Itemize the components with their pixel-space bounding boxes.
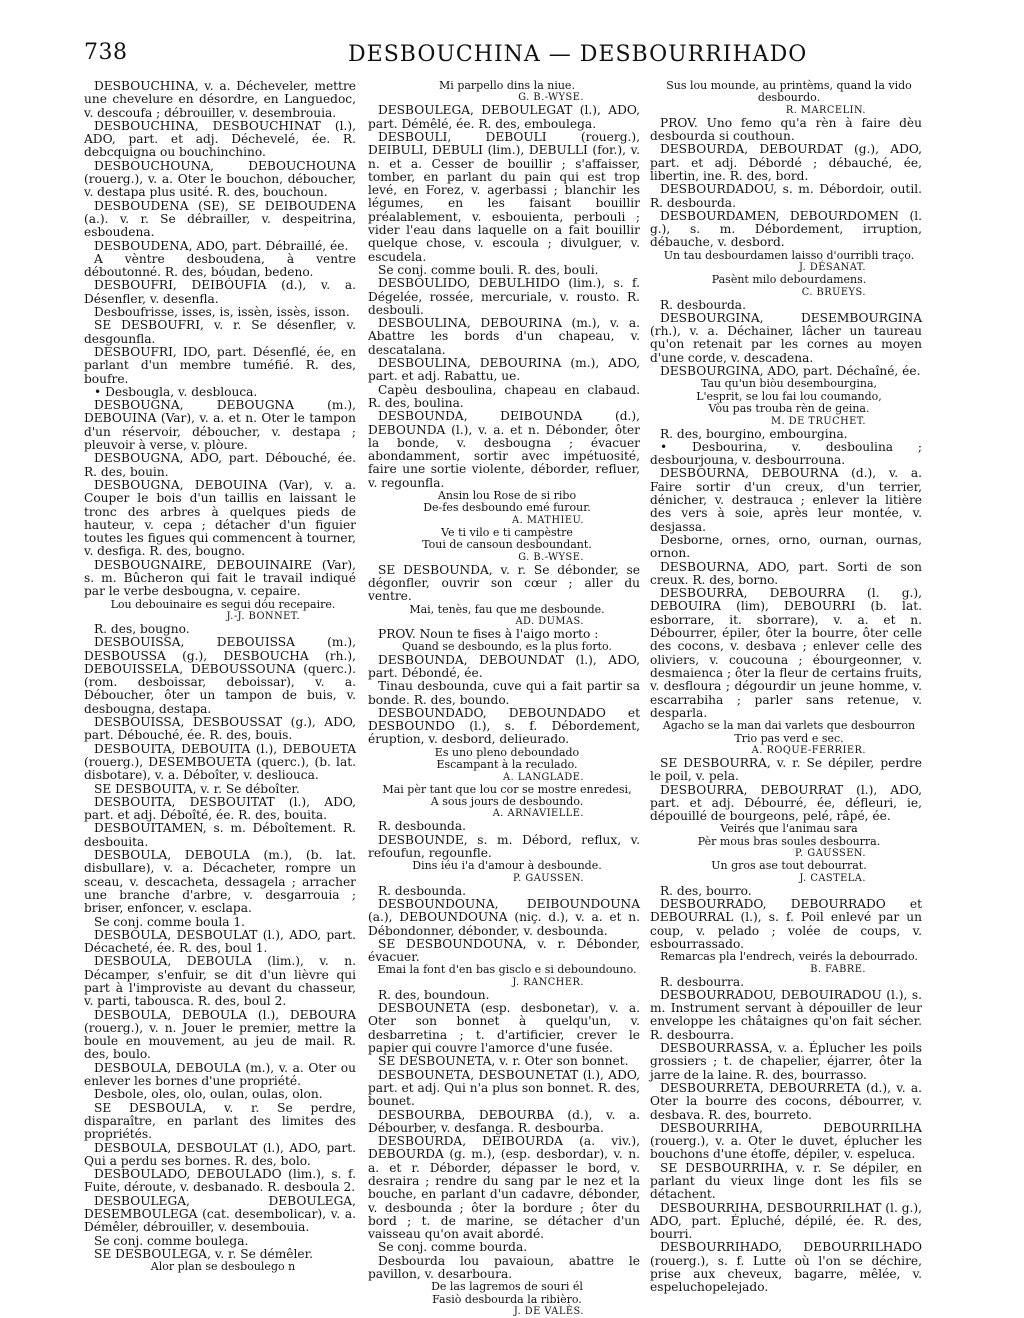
quotation-line: Dins iéu i'a d'amour à desbounde. [412, 859, 602, 873]
quotation-line: Emai la font d'en bas gisclo e si deboundouno. [377, 963, 637, 977]
dictionary-entry: DESBOURNA, ADO, part. Sorti de son creux. R. des, borno. [650, 559, 922, 587]
dictionary-entry: DESBOUNETA, DESBOUNETAT (l.), ADO, part. et adj. Qui n'a plus son bonnet. R. des, bounet. [368, 1067, 640, 1109]
dictionary-entry: SE DESBOUNDOUNA, v. r. Débonder, évacuer. [368, 936, 640, 965]
quotation-attribution: G. B.-WYSE. [518, 551, 584, 563]
dictionary-entry: DESBOULA, DESBOULAT (l.), ADO, part. Qui a perdu ses bornes. R. des, bolo. [84, 1140, 356, 1168]
quotation-line: Ve ti vilo e ti campèstre [441, 525, 573, 539]
dictionary-entry: DESBOURBA, DEBOURBA (d.), v. a. Débourber, v. desfanga. R. desbourba. [368, 1107, 640, 1135]
dictionary-entry: A vèntre desboudena, à ventre déboutonné. R. des, bóudan, bedeno. [84, 251, 356, 280]
dictionary-entry: DESBOUISSA, DESBOUSSAT (g.), ADO, part. Débouché, ée. R. des, bouis. [84, 715, 356, 743]
quotation-attribution: J. CASTELA. [799, 872, 866, 884]
dictionary-entry: SE DESBOULEGA, v. r. Se démêler. [94, 1246, 313, 1261]
dictionary-entry: DESBOULA, DEBOULA (l.), DEBOURA (rouerg.), v. n. Jouer le premier, mettre la boule en mouvement, au jeu de mail. R. des, boulo. [84, 1007, 356, 1062]
dictionary-entry: R. desbourra. [660, 974, 744, 989]
dictionary-entry: DESBOUDENA, ADO, part. Débraillé, ée. [94, 238, 349, 253]
quotation-line: Fasiò desbourda la ribièro. [432, 1292, 582, 1306]
dictionary-entry: DESBOUGNAIRE, DEBOUINAIRE (Var), s. m. Bûcheron qui fait le travail indiqué par le verbe desbougna, v. cepaire. [84, 557, 356, 599]
dictionary-entry: • Desbougla, v. desblouca. [94, 384, 258, 399]
quotation-line: Veirés que l'animau sara [720, 822, 858, 836]
dictionary-entry: DESBOULEGA, DEBOULEGAT (l.), ADO, part. Démêlé, ée. R. des, emboulega. [368, 103, 640, 131]
dictionary-entry: DESBOULINA, DEBOURINA (m.), ADO, part. et adj. Rabattu, ue. [368, 356, 640, 384]
quotation-line: Es uno pleno deboundado [434, 745, 580, 759]
quotation-attribution: C. BRUEYS. [801, 286, 866, 298]
dictionary-entry: DESBOUNDE, s. m. Débord, reflux, v. refoufun, regounfle. [368, 832, 640, 860]
dictionary-entry: Desborne, ornes, orno, ournan, ournas, ornon. [650, 532, 922, 561]
dictionary-entry: DESBOURRA, DEBOURRA (l. g.), DEBOUIRA (lim), DEBOURRI (b. lat. esborrare, it. sborrare), v. a. et n. Débourrer, épiler, ôter la bourre, ôter celle des cocons, v. desbava ; enlever celle des oliviers, v. coucouna ; ébourgeonner, v. desmaienca ; ôter la fleur de certains fruits, v. desfloura ; dégourdir un jeune homme, v. escarrabiha ; parler sans retenue, v. desparla. [650, 586, 922, 720]
quotation-attribution: J. DE VALÈS. [513, 1306, 584, 1318]
dictionary-entry: DESBOULA, DEBOULA (m.), (b. lat. disbullare), v. a. Décacheter, rompre un sceau, v. descacheta, dessagela ; arracher une branche d'arbre, v. desgarrouia ; briser, enfoncer, v. esclapa. [84, 848, 356, 916]
quotation-attribution: M. DE TRUCHET. [771, 415, 866, 427]
dictionary-entry: DESBOUGNA, ADO, part. Débouché, ée. R. des, bouin. [84, 451, 356, 479]
quotation-line: Remarcas pla l'endrech, veirés la debourrado. [660, 950, 918, 964]
dictionary-entry: R. des, bourro. [660, 883, 752, 898]
dictionary-entry: DESBOUNDADO, DEBOUNDADO et DESBOUNDO (l.), s. f. Débordement, éruption, v. desbord, delieurado. [368, 705, 640, 747]
dictionary-entry: Desbole, oles, olo, oulan, oulas, olon. [94, 1087, 323, 1102]
quotation-attribution: P. GAUSSEN. [513, 872, 584, 884]
column-3 [650, 79, 923, 1295]
quotation-attribution: P. GAUSSEN. [795, 848, 866, 860]
quotation-line: Escampant à la reculado. [436, 758, 578, 772]
quotation-line: Alor plan se desboulego n [150, 1260, 296, 1274]
dictionary-entry: R. desbounda. [378, 883, 466, 898]
dictionary-entry: DESBOULA, DEBOULA (m.), v. a. Oter ou enlever les bornes d'une propriété. [84, 1060, 356, 1089]
dictionary-entry: DESBOUGNA, DEBOUGNA (m.), DEBOUINA (Var), v. a. et n. Oter le tampon d'un réservoir, déboucher, v. destapa ; pleuvoir à verse, v. plòure. [84, 398, 356, 453]
dictionary-entry: DESBOUISSA, DEBOUISSA (m.), DESBOUSSA (g.), DESBOUCHA (rh.), DEBOUISSELA, DEBOUSSOUNA (querc.). (rom. desboissar, deboissar), v. a. Déboucher, ôter un tampon de buis, v. desbougna, destapa. [84, 635, 356, 716]
dictionary-entry: Capèu desboulina, chapeau en clabaud. R. des, boulina. [368, 382, 640, 410]
dictionary-entry: DESBOULA, DESBOULAT (l.), ADO, part. Décacheté, ée. R. des, boul 1. [84, 927, 356, 956]
dictionary-entry: SE DESBOULA, v. r. Se perdre, disparaître, en parlant des limites des propriétés. [84, 1100, 356, 1142]
dictionary-entry: SE DESBOUNDA, v. r. Se débonder, se dégonfler, ouvrir son cœur ; aller du ventre. [368, 562, 640, 604]
dictionary-entry: DESBOURDA, DEIBOURDA (a. viv.), DEBOURDA (g. m.), (esp. desbordar), v. n. a. et r. Déborder, dépasser le bord, v. desraira ; rendre du sang par le nez et la bouche, en parlant d'un cadavre, débonder, v. desbounda ; ôter la bordure ; ôter du bord ; t. de marine, se détacher d'un vaisseau qu'on avait abordé. [368, 1134, 640, 1242]
dictionary-entry: Tinau desbounda, cuve qui a fait partir sa bonde. R. des, boundo. [368, 679, 640, 707]
dictionary-entry: Se conj. comme boula 1. [94, 914, 245, 929]
dictionary-entry: DESBOULA, DEBOULA (lim.), v. n. Décamper, s'enfuir, se dit d'un lièvre qui part à l'improviste au devant du chasseur, v. parti, tabousca. R. des, boul 2. [84, 954, 356, 1009]
dictionary-entry: PROV. Noun te fises à l'aigo morto : [378, 626, 599, 641]
quotation-line: Ansin lou Rose de si ribo [437, 489, 577, 503]
column-2 [368, 79, 640, 1318]
dictionary-entry: DESBOUCHINA, DESBOUCHINAT (l.), ADO, part. et adj. Déchevelé, ée. R. debcquigna ou bouchinchino. [84, 118, 356, 160]
dictionary-entry: DESBOURRIHADO, DEBOURRILHADO (rouerg.), s. f. Lutte où l'on se déchire, prise aux cheveux, bagarre, mêlée, v. espeluchopelejado. [650, 1240, 922, 1295]
quotation-attribution: A. LANGLADE. [503, 771, 584, 783]
dictionary-entry: SE DESBOUNETA, v. r. Oter son bonnet. [378, 1054, 629, 1069]
quotation-attribution: J. DÉSANAT. [798, 262, 866, 274]
dictionary-entry: DESBOUITA, DEBOUITA (l.), DEBOUETA (rouerg.), DESEMBOUETA (querc.), (b. lat. disbotare), v. a. Déboîter, v. desliouca. [84, 741, 356, 783]
dictionary-entry: DESBOULADO, DEBOULADO (lim.), s. f. Fuite, déroute, v. desbanado. R. desboula 2. [84, 1167, 356, 1195]
column-1 [84, 79, 356, 1274]
quotation-line: Pèr mous bras soules desbourra. [697, 834, 881, 848]
dictionary-entry: DESBOUNDOUNA, DEIBOUNDOUNA (a.), DEBOUNDOUNA (niç. d.), v. a. et n. Débondonner, débonder, v. desbounda. [368, 896, 640, 938]
dictionary-entry: DESBOUCHOUNA, DEBOUCHOUNA (rouerg.), v. a. Oter le bouchon, déboucher, v. destapa plus usité. R. des, bouchoun. [84, 158, 356, 200]
dictionary-entry: DESBOUGNA, DEBOUINA (Var), v. a. Couper le bois d'un taillis en laissant le tronc des arbres à quelques pieds de hauteur, v. cepa ; détacher d'un figuier toutes les figues qui commencent à tourner, v. desfiga. R. des, bougno. [84, 477, 356, 559]
dictionary-entry: SE DESBOURRIHA, v. r. Se dépiler, en parlant du vieux linge dont les fils se détachent. [650, 1160, 922, 1202]
dictionary-entry: Desboufrisse, isses, is, issèn, issès, isson. [94, 305, 350, 320]
quotation-line: Agacho se la man dai varlets que desbourron [662, 719, 916, 733]
dictionary-entry: DESBOUCHINA, v. a. Décheveler, mettre une chevelure en désordre, en Languedoc, v. descoufa ; débrouiller, v. desembrouia. [84, 79, 356, 120]
dictionary-entry: DESBOULEGA, DEBOULEGA, DESEMBOULEGA (cat. desembolicar), v. a. Démêler, débrouiller, v. desembouia. [84, 1193, 356, 1235]
dictionary-entry: DESBOULIDO, DEBULHIDO (lim.), s. f. Dégelée, rossée, mercuriale, v. rousto. R. desbouli. [368, 276, 640, 317]
quotation-line: Sus lou mounde, au printèms, quand la vido desbourdo. [666, 79, 912, 105]
dictionary-entry: Desbourda lou pavaioun, abattre le pavillon, v. desarboura. [368, 1253, 640, 1282]
quotation-attribution: A. MATHIEU. [512, 514, 584, 526]
dictionary-entry: DESBOURRETA, DEBOURRETA (d.), v. a. Oter la bourre des cocons, débourrer, v. desbava. R. des, bourreto. [650, 1080, 922, 1122]
dictionary-entry: R. desbounda. [378, 819, 466, 834]
dictionary-entry: DESBOURRIHA, DEBOURRILHA (rouerg.), v. a. Oter le duvet, éplucher les bouchons d'une étoffe, dépiler, v. espeluca. [650, 1120, 922, 1162]
quotation-attribution: J.-J. BONNET. [226, 610, 300, 622]
dictionary-entry: Se conj. comme bourda. [378, 1240, 528, 1255]
running-head: DESBOUCHINA — DESBOURRIHADO [348, 42, 808, 67]
quotation-line: L'esprit, se lou fai lou coumando, [696, 389, 882, 403]
dictionary-entry: DESBOUITA, DESBOUITAT (l.), ADO, part. et adj. Déboîté, ée. R. des, bouita. [84, 794, 356, 823]
dictionary-entry: SE DESBOUFRI, v. r. Se désenfler, v. desgounfla. [84, 318, 356, 346]
dictionary-entry: DESBOUDENA (SE), SE DEIBOUDENA (a.). v. r. Se débrailler, v. despeitrina, esboudena. [84, 198, 356, 240]
dictionary-entry: R. desbourda. [660, 297, 746, 312]
dictionary-entry: Se conj. comme boulega. [94, 1233, 249, 1248]
dictionary-entry: DESBOULINA, DEBOURINA (m.), v. a. Abattre les bords d'un chapeau, v. descatalana. [368, 316, 640, 357]
dictionary-entry: DESBOUITAMEN, s. m. Déboîtement. R. desbouita. [84, 821, 356, 849]
dictionary-entry: DESBOURRADOU, DEBOUIRADOU (l.), s. m. Instrument servant à dépouiller de leur enveloppe les châtaignes qu'on fait sécher. R. desbourra. [650, 987, 922, 1042]
dictionary-entry: DESBOUFRI, DEIBÓUFIA (d.), v. a. Désenfler, v. desenfla. [84, 278, 356, 306]
quotation-line: Tau qu'un biòu desembourgina, [700, 377, 878, 391]
quotation-attribution: B. FABRE. [810, 963, 866, 975]
dictionary-entry: DESBOURRADO, DEBOURRADO et DEBOURRAL (l.), s. f. Poil enlevé par un coup, v. pelado ; volée de coups, v. esbourrassado. [650, 896, 922, 951]
dictionary-entry: DESBOURRASSA, v. a. Éplucher les poils grossiers ; t. de chapelier, éjarrer, ôter la jarre de la laine. R. des, bourrasso. [650, 1041, 922, 1082]
dictionary-entry: DESBOURGINA, DESEMBOURGINA (rh.), v. a. Déchainer, lâcher un taureau qu'on retenait par les cornes au moyen d'une corde, v. descadena. [650, 310, 922, 365]
dictionary-entry: DESBOURGINA, ADO, part. Déchaîné, ée. [660, 364, 921, 379]
dictionary-entry: SE DESBOUITA, v. r. Se déboîter. [94, 781, 300, 796]
quotation-attribution: R. MARCELIN. [785, 104, 866, 116]
dictionary-entry: DESBOUNETA (esp. desbonetar), v. a. Oter son bonnet à quelqu'un, v. desbarretina ; t. d'artificier, crever le papier qui couvre l'amorce d'une fusée. [368, 1001, 640, 1056]
quotation-line: De-fes desboundo emé furour. [423, 501, 591, 515]
quotation-line: Mai, tenès, fau que me desbounde. [409, 602, 605, 616]
quotation-line: Un tau desbourdamen laisso d'ourribli traço. [663, 248, 915, 262]
dictionary-entry: DESBOURDADOU, s. m. Débordoir, outil. R. desbourda. [650, 182, 922, 210]
quotation-line: Lou debouinaire es segui dóu recepaire. [110, 597, 336, 611]
quotation-line: Un gros ase tout debourrat. [711, 859, 867, 873]
dictionary-entry: DESBOURDAMEN, DEBOURDOMEN (l. g.), s. m. Débordement, irruption, débauche, v. desbord. [650, 208, 922, 250]
dictionary-entry: PROV. Uno femo qu'a rèn à faire dèu desbourda si couthoun. [650, 115, 922, 144]
dictionary-entry: • Desbourina, v. desboulina ; desbourjouna, v. desbourrouna. [650, 439, 922, 468]
quotation-line: Quand se desboundo, es la plus forto. [402, 640, 612, 654]
quotation-line: De las lagremos de souri él [431, 1280, 583, 1294]
dictionary-entry: Se conj. comme bouli. R. des, bouli. [378, 262, 599, 277]
dictionary-entry: SE DESBOURRA, v. r. Se dépiler, perdre le poil, v. pela. [650, 755, 922, 784]
dictionary-entry: R. des, boundoun. [378, 987, 490, 1002]
dictionary-entry: DESBOURRA, DEBOURRAT (l.), ADO, part. et adj. Débourré, ée, défleuri, ie, dépouillé de bourgeons, pelé, râpé, ée. [650, 782, 922, 824]
quotation-line: Pasènt milo debourdamens. [711, 273, 867, 287]
dictionary-entry: DESBOUFRI, IDO, part. Désenflé, ée, en parlant d'un membre tuméfié. R. des, boufre. [84, 344, 356, 386]
dictionary-entry: DESBOULI, DEBOULI (rouerg.), DEIBULI, DEBULI (lim.), DEBULLI (for.), v. n. et a. Cesser de bouillir ; s'affaisser, tomber, en parlant du pain qui est trop levé, en Forez, v. agerbassi ; blanchir les légumes, en les faisant bouillir préalablement, v. esbouienta, perbouli ; vider l'eau dans laquelle on a fait bouillir quelque chose, v. escoula ; divulguer, v. escudela. [368, 130, 640, 264]
dictionary-entry: DESBOUNDA, DEIBOUNDA (d.), DEBOUNDA (l.), v. a. et n. Débonder, ôter la bonde, v. desbougna ; évacuer abondamment, sortir avec impétuosité, faire une sortie violente, déborder, refluer, v. regounfla. [368, 409, 640, 490]
dictionary-entry: DESBOURDA, DEBOURDAT (g.), ADO, part. et adj. Débordé ; débauché, ée, libertin, ine. R. des, bord. [650, 142, 922, 183]
quotation-attribution: A. ROQUE-FERRIER. [751, 744, 866, 756]
quotation-attribution: G. B.-WYSE. [518, 92, 584, 104]
quotation-line: Trio pas verd e sec. [734, 731, 844, 745]
page-number: 738 [84, 40, 128, 65]
dictionary-entry: R. des, bougno. [94, 621, 190, 636]
quotation-line: Mai pèr tant que lou cor se mostre enredesi, [382, 782, 632, 796]
dictionary-entry: DESBOUNDA, DEBOUNDAT (l.), ADO, part. Débondé, ée. [368, 652, 640, 680]
quotation-attribution: AD. DUMAS. [515, 615, 584, 627]
dictionary-entry: DESBOURNA, DEBOURNA (d.), v. a. Faire sortir d'un creux, d'un terrier, dénicher, v. destrauca ; enlever la litière des vers à soie, après leur montée, v. desjassa. [650, 466, 922, 534]
quotation-line: Toui de cansoun desboundant. [422, 538, 592, 552]
dictionary-entry: DESBOURRIHA, DESBOURRILHAT (l. g.), ADO, part. Épluché, dépilé, ée. R. des, bourri. [650, 1200, 923, 1242]
quotation-attribution: A. ARNAVIELLE. [492, 808, 584, 820]
quotation-line: Vòu pas trouba rèn de geina. [708, 402, 870, 416]
quotation-line: Mi parpello dins la niue. [439, 79, 575, 92]
quotation-attribution: J. RANCHER. [512, 976, 584, 988]
dictionary-entry: R. des, bourgino, embourgina. [660, 426, 848, 441]
quotation-line: A sous jours de desboundo. [430, 794, 584, 808]
